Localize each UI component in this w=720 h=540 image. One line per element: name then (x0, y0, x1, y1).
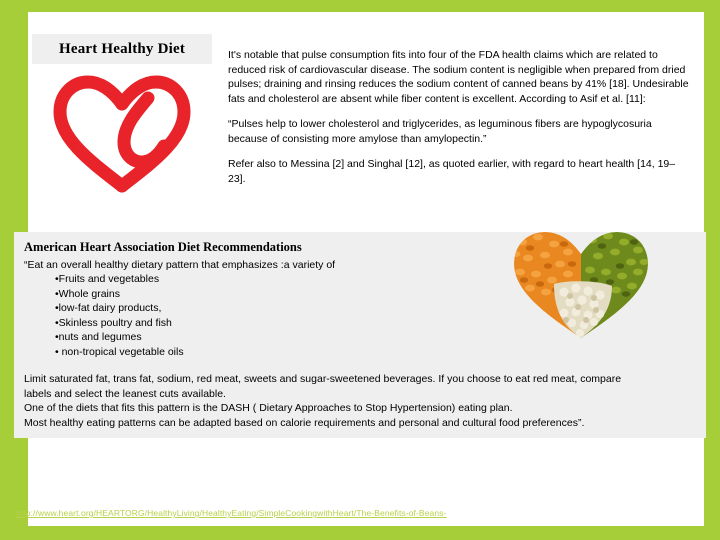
closing-line: Limit saturated fat, trans fat, sodium, red meat, sweets and sugar-sweetened beverages. If you choose to eat red meat, compare (24, 373, 622, 385)
list-item: •nuts and legumes (55, 331, 142, 344)
list-item: •Whole grains (55, 287, 120, 300)
recommendations-closing-text (24, 372, 696, 430)
closing-line: Most healthy eating patterns can be adapted based on calorie requirements and personal and cultural food preferences”. (24, 416, 585, 429)
recommendations-heading: American Heart Association Diet Recommendations (24, 240, 302, 254)
closing-line: labels and select the leanest cuts available. (24, 387, 226, 400)
slide-title-box (32, 34, 212, 64)
closing-line: One of the diets that fits this pattern is the DASH ( Dietary Approaches to Stop Hypertension) eating plan. (24, 402, 513, 415)
red-heart-logo-icon (44, 68, 200, 196)
recommendations-bullet-list (55, 272, 395, 360)
paragraph-3: Refer also to Messina [2] and Singhal [12], as quoted earlier, with regard to heart health [14, 19–23]. (228, 158, 676, 185)
heart-shaped-pulses-photo (508, 228, 654, 342)
list-item: •Skinless poultry and fish (55, 316, 172, 329)
paragraph-2: “Pulses help to lower cholesterol and triglycerides, as leguminous fibers are hypoglycosuria because of consisting more amylose than amylopectin.” (228, 118, 652, 145)
page-title: Heart Healthy Diet (58, 40, 186, 57)
source-link[interactable]: http://www.heart.org/HEARTORG/HealthyLiving/HealthyEating/SimpleCookingwithHeart/The-Benefits-of-Beans- (16, 508, 447, 518)
paragraph-1: It's notable that pulse consumption fits into four of the FDA health claims which are related to reduced risk of cardiovascular disease. The sodium content is negligible when prepared from dried pulses; draining and rinsing reduces the sodium content of canned beans by 41% [18]. Undesirable fats and cholesterol are absent while fiber content is excellent. According to Asif et al. [11]: (228, 49, 689, 105)
list-item: • non-tropical vegetable oils (55, 345, 184, 358)
intro-paragraphs (228, 48, 692, 186)
recommendations-intro: “Eat an overall healthy dietary pattern that emphasizes :a variety of (24, 259, 336, 271)
list-item: •low-fat dairy products, (55, 302, 162, 315)
list-item: •Fruits and vegetables (55, 273, 160, 285)
